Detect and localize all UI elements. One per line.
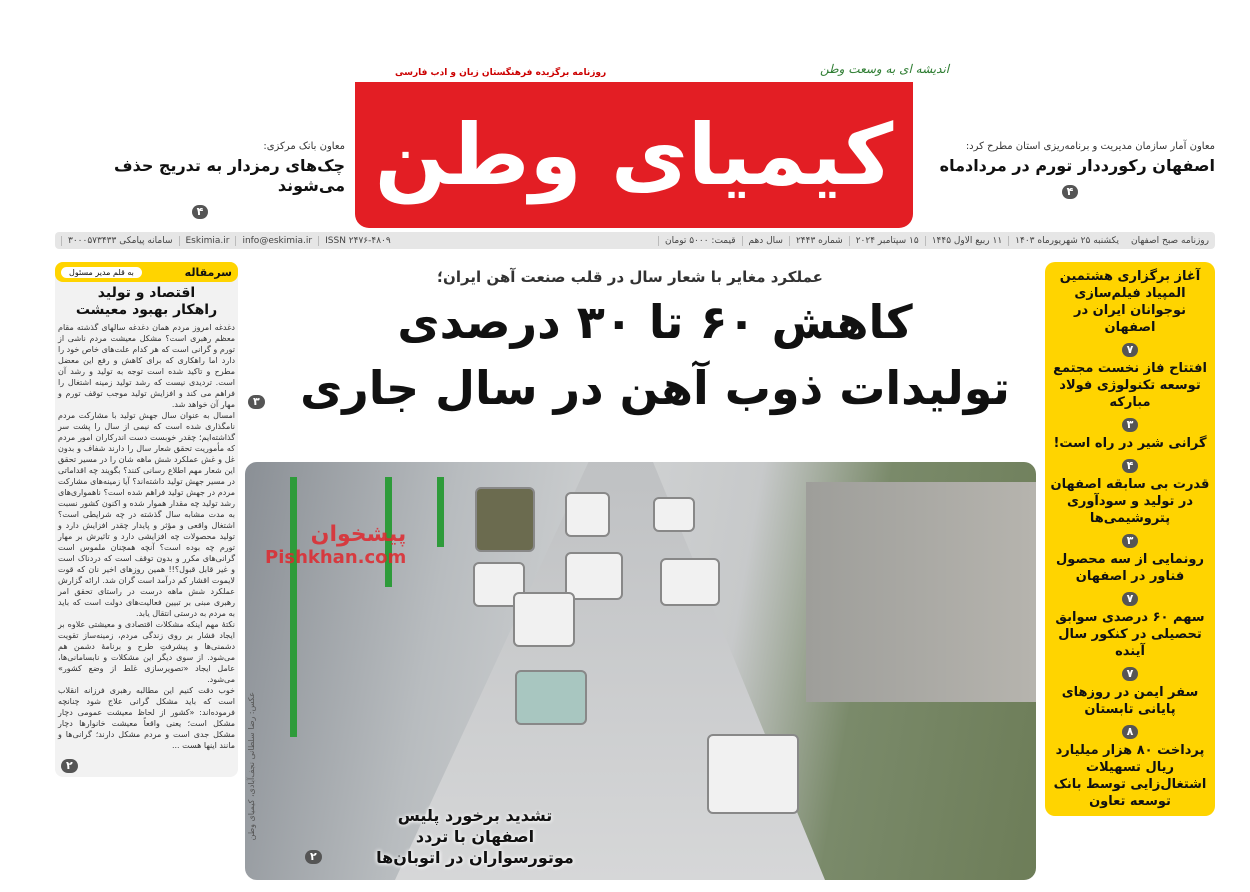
right-headline[interactable] (925, 140, 1215, 199)
sms-number: سامانه پیامکی ۳۰۰۰۵۷۳۴۳۳ (61, 236, 173, 246)
main-photo[interactable] (245, 462, 1036, 880)
page-ref-arrow-icon: ۴ (1062, 185, 1079, 199)
page-ref-arrow-icon: ۳ (1122, 418, 1139, 432)
main-headline-line2[interactable]: تولیدات ذوب آهن در سال جاری (300, 361, 1010, 415)
info-item: سال دهم (742, 236, 783, 246)
left-headline-kicker: معاون بانک مرکزی: (263, 141, 345, 152)
editorial-paragraph: خوب دقت کنیم این مطالبه رهبری فرزانه انقلاب است که باید مشکل گرانی علاج شود چنانچه فرموده‌اند: «کشور از لحاظ معیشت عمومی دچار مشکل است؛ یعنی واقعاً معیشت خانوارها دچار مشکل جدی است و مردم مشکل دارند؛ گرانی‌ها و مانند اینها هست ... (58, 686, 235, 750)
news-item[interactable]: آغاز برگزاری هشتمین المپیاد فیلم‌سازی نوجوانان ایران در اصفهان (1059, 269, 1201, 335)
page-ref-arrow-icon: ۲ (61, 759, 78, 773)
page-ref-arrow-icon: ۴ (192, 205, 209, 219)
right-headline-kicker: معاون آمار سازمان مدیریت و برنامه‌ریزی استان مطرح کرد: (965, 141, 1215, 152)
editorial-paragraph: نکتهٔ مهم اینکه مشکلات اقتصادی و معیشتی علاوه بر ایجاد فشار بر روی زندگی مردم، زمینه‌ساز تقویت دشمنی‌ها و پیشرفتِ طرح و برنامهٔ دشمن هم می‌شود. از سوی دیگر این مشکلات و نابسامانی‌ها، عامل ایجاد «تصویرسازی غلط از وضع کشور» می‌شود. (58, 620, 235, 684)
page-ref-arrow-icon: ۷ (1122, 667, 1139, 681)
page-ref-arrow-icon: ۳ (248, 395, 265, 409)
page-ref-arrow-icon: ۴ (1122, 459, 1139, 473)
page-ref-arrow-icon: ۷ (1122, 592, 1139, 606)
news-item[interactable]: افتتاح فاز نخست مجتمع توسعه تکنولوژی فولاد مبارکه (1053, 361, 1207, 410)
pishkhan-watermark: پیشخوان Pishkhan.com (265, 522, 407, 568)
info-item: شماره ۲۴۴۳ (789, 236, 843, 246)
right-headline-title[interactable]: اصفهان رکورددار تورم در مردادماه (939, 156, 1215, 175)
website-link[interactable]: Eskimia.ir (179, 236, 230, 246)
info-bar (55, 232, 1215, 249)
masthead-award: روزنامه برگزیده فرهنگستان زبان و ادب فارسی (395, 68, 607, 78)
page-ref-arrow-icon: ۳ (1122, 534, 1139, 548)
email-link[interactable]: info@eskimia.ir (235, 236, 312, 246)
editorial-label: سرمقاله (184, 265, 232, 279)
editorial-paragraph: دغدغه امروز مردم همان دغدغه سالهای گذشته مقام معظم رهبری است؟ مشکل معیشت مردم ناشی از تورم و گرانی است که هر کدام علت‌های خاص خود را دارد اما راهکاری که برای کاهش و رفع این معضل مطرح و تاکید شده است توجه به تولید و رشد آن است. تردیدی نیست که رشد تولید زمینه اشتغال را فراهم می کند و افزایش تولید موجب توقف تورم و مهار آن خواهد شد. (58, 323, 235, 409)
news-item[interactable]: قدرت بی سابقه اصفهان در تولید و سودآوری پتروشیمی‌ها (1050, 477, 1210, 526)
editorial-title[interactable]: اقتصاد و تولید راهکار بهبود معیشت (75, 285, 218, 318)
editorial-column (55, 262, 238, 777)
editorial-paragraph: امسال به عنوان سال جهش تولید با مشارکت مردم نامگذاری شده است که نیمی از سال را پشت سر گذاشته‌ایم؛ چقدر خوبست دست اندرکاران امور مردم که مأموریت تحقق شعار سال را دارند شفاف و بدون غل و غش عملکرد شش ماهه شان را در مسیر تحقق این شعار مهم اطلاع رسانی کنند؟ بگویند چه اقداماتی در مسیر جهش تولید داشته‌اند؟ آیا زمینه‌های مشارکت مردم در جهش تولید فراهم شده است؟ ناهمواری‌های رشد تولید چه مقدار هموار شده و اکنون کشور نسبت به مدت مشابه سال گذشته در چه شرایطی است؟ اشتغال واقعی و مؤثر و پایدار چقدر افزایش دارد و تولید محصولات چه افزایشی دارد و تاثیرش بر مهار تورم چه بوده است؟ آنچه همچنان ملموس است گرانی‌های مکرر و بدون توقف است که دردناک است و غیر قابل قبول؟!! همین روزهای اخیر نان که قوت لایموت اقشار کم درآمد است گران شد. ارائه گزارش عملکرد شش ماهه درست در راستای تحقق امر رهبری مبنی بر تبیین فعالیت‌های دولت است که باید به مردم به درستی انتقال یابد. (58, 411, 235, 618)
page-ref-arrow-icon: ۲ (305, 850, 322, 864)
photo-credit: عکس: رضا سلطانی نجف‌آبادی، کیمیای وطن (247, 692, 256, 841)
masthead (355, 82, 913, 228)
issn: ISSN ۲۴۷۶-۴۸۰۹ (318, 236, 391, 246)
info-item: ۱۵ سپتامبر ۲۰۲۴ (849, 236, 919, 246)
editorial-byline: به قلم مدیر مسئول (61, 267, 142, 278)
photo-caption[interactable]: تشدید برخورد پلیس اصفهان با تردد موتورسواران در اتوبان‌ها (376, 806, 574, 867)
main-headline-line1[interactable]: کاهش ۶۰ تا ۳۰ درصدی (397, 295, 913, 349)
main-kicker: عملکرد مغایر با شعار سال در قلب صنعت آهن ایران؛ (437, 268, 823, 286)
news-item[interactable]: سهم ۶۰ درصدی سوابق تحصیلی در کنکور سال آینده (1055, 610, 1205, 659)
news-item[interactable]: رونمایی از سه محصول فناور در اصفهان (1056, 552, 1204, 584)
page-ref-arrow-icon: ۸ (1122, 725, 1139, 739)
masthead-slogan: اندیشه ای به وسعت وطن (820, 62, 950, 76)
news-item[interactable]: گرانی شیر در راه است! (1053, 436, 1207, 451)
info-item: قیمت: ۵۰۰۰ تومان (658, 236, 735, 246)
left-headline[interactable] (55, 140, 345, 219)
info-item: روزنامه صبح اصفهان (1130, 235, 1209, 246)
page-ref-arrow-icon: ۷ (1122, 343, 1139, 357)
info-item: یکشنبه ۲۵ شهریورماه ۱۴۰۳ (1008, 236, 1119, 246)
newspaper-logo: کیمیای وطن (374, 106, 894, 204)
info-item: ۱۱ ربیع الاول ۱۴۴۵ (925, 236, 1002, 246)
news-item[interactable]: سفر ایمن در روزهای پایانی تابستان (1061, 685, 1199, 717)
left-headline-title[interactable]: چک‌های رمزدار به تدریج حذف می‌شوند (113, 156, 345, 195)
news-item[interactable]: پرداخت ۸۰ هزار میلیارد ریال تسهیلات اشتغال‌زایی توسط بانک توسعه تعاون (1053, 743, 1207, 809)
news-column (1045, 262, 1215, 816)
